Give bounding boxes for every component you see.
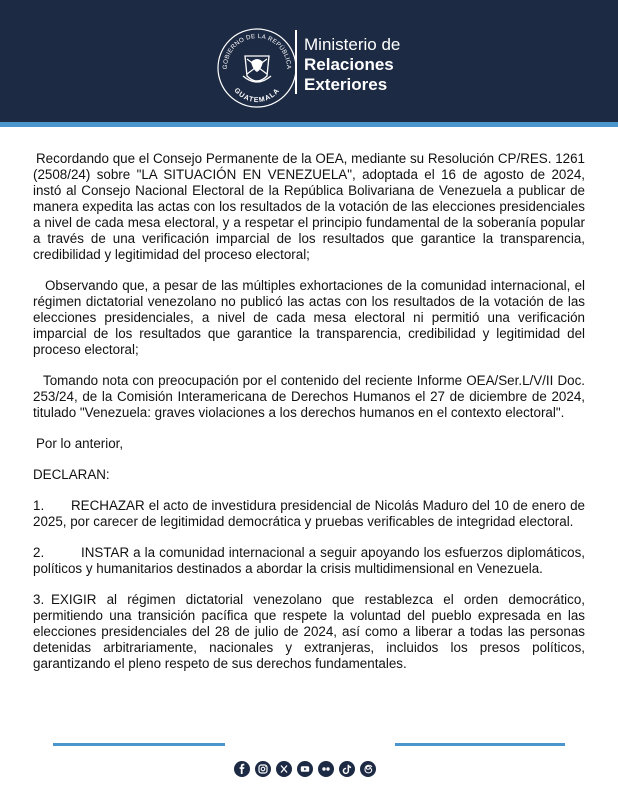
declaran-heading: DECLARAN: xyxy=(33,467,110,482)
declaration-item-2 xyxy=(33,545,585,577)
tiktok-icon[interactable] xyxy=(339,761,355,777)
svg-text:GOBIERNO DE LA REPÚBLICA: GOBIERNO DE LA REPÚBLICA xyxy=(221,32,293,70)
guatemala-seal-logo xyxy=(215,26,299,110)
paragraph-tomando-nota: Tomando nota con preocupación por el contenido del reciente Informe OEA/Ser.L/V/II Doc. 253/24, de la Comisión Interamericana de Derechos Humanos el 27 de diciembre de 2024, titulado "Venezuela: graves violaciones a los derechos humanos en el contexto electoral". xyxy=(33,373,585,420)
svg-text:GUATEMALA: GUATEMALA xyxy=(232,86,282,105)
ministry-line3: Exteriores xyxy=(304,75,388,94)
item-number: 3. xyxy=(33,592,45,607)
social-media-icons xyxy=(234,761,376,779)
threads-icon[interactable] xyxy=(360,761,376,777)
document-body xyxy=(33,151,585,672)
header-accent-stripe xyxy=(0,122,618,127)
youtube-icon[interactable] xyxy=(297,761,313,777)
declaration-item-1 xyxy=(33,498,585,530)
item-text: a la comunidad internacional a seguir apoyando los esfuerzos diplomáticos, políticos y humanitarios destinados a abordar la crisis multidimensional en Venezuela. xyxy=(33,545,585,576)
item-number: 1. xyxy=(33,498,45,513)
ministry-line2: Relaciones xyxy=(304,55,394,74)
item-text: el acto de investidura presidencial de Nicolás Maduro del 10 de enero de 2025, por carecer de legitimidad democrática y pruebas verificables de integridad electoral. xyxy=(33,498,585,529)
ministry-name xyxy=(304,35,400,95)
facebook-icon[interactable] xyxy=(234,761,250,777)
ministry-line1: Ministerio de xyxy=(304,35,401,54)
flickr-icon[interactable] xyxy=(318,761,334,777)
declaration-item-3 xyxy=(33,592,585,672)
footer-bar-left xyxy=(53,743,225,746)
instagram-icon[interactable] xyxy=(255,761,271,777)
item-text: al régimen dictatorial venezolano que restablezca el orden democrático, permitiendo una transición pacífica que respete la voluntad del pueblo expresada en las elecciones presidenciales del 28 de julio de 2024, así como a liberar a todas las personas detenidas arbitrariamente, nacionales y extranjeras, incluidos los presos políticos, garantizando el pleno respeto de sus derechos fundamentales. xyxy=(33,592,585,671)
item-keyword: EXIGIR xyxy=(51,592,97,607)
footer-bar-right xyxy=(395,743,565,746)
paragraph-por-lo-anterior: Por lo anterior, xyxy=(36,436,124,451)
item-keyword: INSTAR xyxy=(81,545,130,560)
header-divider xyxy=(295,30,297,94)
paragraph-recordando: Recordando que el Consejo Permanente de la OEA, mediante su Resolución CP/RES. 1261 (2508/24) sobre "LA SITUACIÓN EN VENEZUELA", adoptada el 16 de agosto de 2024, instó al Consejo Nacional Electoral de la República Bolivariana de Venezuela a publicar de manera expedita las actas con los resultados de la votación de las elecciones presidenciales a nivel de cada mesa electoral, y a respetar el principio fundamental de la soberanía popular a través de una verificación imparcial de los resultados que garantice la transparencia, credibilidad y legitimidad del proceso electoral; xyxy=(33,151,585,262)
item-keyword: RECHAZAR xyxy=(71,498,145,513)
item-number: 2. xyxy=(33,545,45,560)
paragraph-observando: Observando que, a pesar de las múltiples exhortaciones de la comunidad internacional, el régimen dictatorial venezolano no publicó las actas con los resultados de la votación de las elecciones presidenciales, a nivel de cada mesa electoral ni permitió una verificación imparcial de los resultados que garantice la transparencia, credibilidad y legitimidad del proceso electoral; xyxy=(33,278,585,357)
header-banner xyxy=(0,0,618,122)
x-icon[interactable] xyxy=(276,761,292,777)
